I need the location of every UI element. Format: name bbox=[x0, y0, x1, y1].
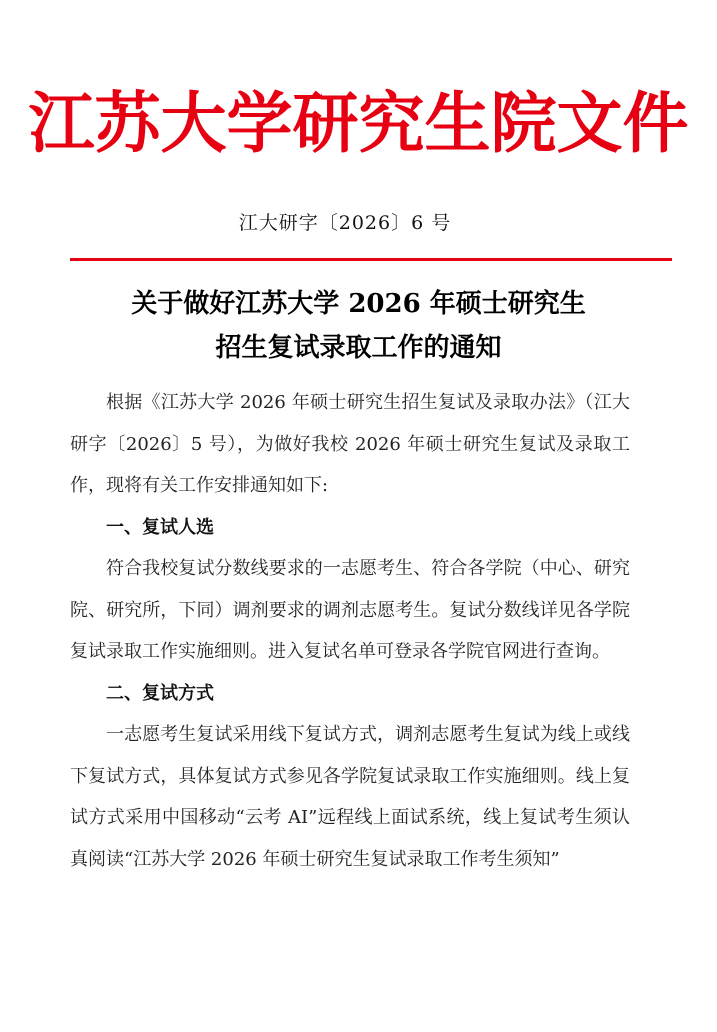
document-number: 江大研字〔2026〕6 号 bbox=[238, 212, 452, 234]
section-1-paragraph: 符合我校复试分数线要求的一志愿考生、符合各学院（中心、研究院、研究所，下同）调剂要求的调剂志愿考生。复试分数线详见各学院复试录取工作实施细则。进入复试名单可登录各学院官网进行查询。 bbox=[70, 558, 630, 662]
red-divider-line bbox=[70, 258, 672, 261]
title-line-2: 招生复试录取工作的通知 bbox=[215, 333, 502, 363]
section-2-paragraph: 一志愿考生复试采用线下复试方式，调剂志愿考生复试为线上或线下复试方式，具体复试方式参见各学院复试录取工作实施细则。线上复试方式采用中国移动“云考 AI”远程线上面试系统，线上复试考生须认真阅读“江苏大学 2026 年硕士研究生复试录取工作考生须知” bbox=[70, 724, 630, 870]
document-title bbox=[0, 282, 717, 370]
title-line-1: 关于做好江苏大学 2026 年硕士研究生 bbox=[131, 289, 586, 319]
intro-paragraph: 根据《江苏大学 2026 年硕士研究生招生复试及录取办法》（江大研字〔2026〕5 号），为做好我校 2026 年硕士研究生复试及录取工作，现将有关工作安排通知如下: bbox=[70, 392, 630, 496]
section-1-heading: 一、复试人选 bbox=[106, 516, 214, 538]
section-2-heading: 二、复试方式 bbox=[106, 682, 214, 704]
document-body bbox=[70, 382, 630, 880]
masthead-title: 江苏大学研究生院文件 bbox=[28, 84, 689, 162]
